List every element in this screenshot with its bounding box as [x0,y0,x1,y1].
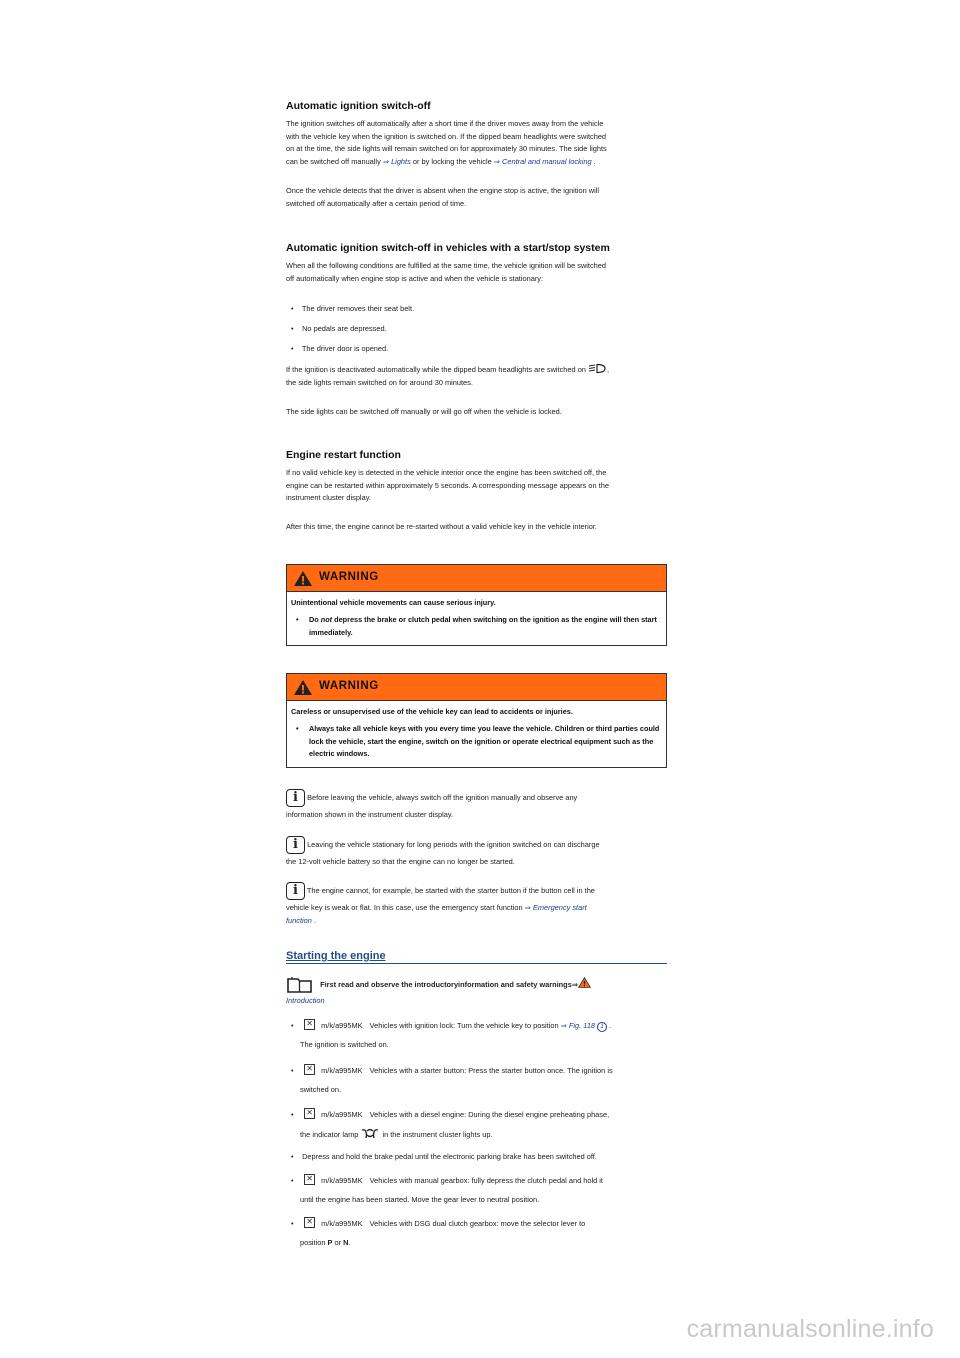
book-icon [286,976,313,994]
info-icon [286,789,305,807]
warning-intro: Careless or unsupervised use of the vehicle key can lead to accidents or injuries. [291,707,573,716]
auto-off-paragraph-1: The ignition switches off automatically after a short time if the driver moves away from the vehicle with the vehicle key when the ignition is switched on. If the dipped beam headlights were switched on at the time, the side lights will remain switched on for approximately 30 minutes. The side lights can be switched off manually ⇒ Lights or by locking the vehicle ⇒ Central and manual locking . [286,119,607,166]
start-stop-paragraph-2: If the ignition is deactivated automatically while the dipped beam headlights are switched on , the side lights remain switched on for around 30 minutes. [286,365,610,387]
heading-engine-restart: Engine restart function [286,449,401,461]
list-item: • ✕ m/k/a995MK Vehicles with a diesel engine: During the diesel engine preheating phase, the indicator lamp in the instrument cluster lights up. [291,1108,671,1141]
dipped-beam-icon [588,363,607,374]
link-fig-118[interactable]: ⇒ Fig. 118 [560,1021,596,1030]
note-1: i Before leaving the vehicle, always switch off the ignition manually and observe any information shown in the instrument cluster display. [286,787,667,822]
warning-header [287,674,666,701]
heading-auto-switch-off: Automatic ignition switch-off [286,100,431,112]
glow-plug-icon [360,1128,380,1140]
warning-item: • Do not depress the brake or clutch pedal when switching on the ignition as the engine will then start immediately. [296,615,657,637]
warning-title: WARNING [319,571,379,583]
warning-title: WARNING [319,680,379,692]
warning-header [287,565,666,592]
missing-image-icon [304,1064,315,1075]
intro-note: First read and observe the introductoryinformation and safety warnings⇒ Introduction [286,975,667,1008]
list-item: • ✕ m/k/a995MK Vehicles with DSG dual clutch gearbox: move the selector lever to position P or N. [291,1217,671,1249]
missing-image-icon [304,1019,315,1030]
info-icon [286,882,305,900]
list-item: • No pedals are depressed. [291,324,387,333]
link-emergency-start[interactable]: ⇒ Emergency start [524,903,587,912]
missing-image-icon [304,1174,315,1185]
link-introduction[interactable]: Introduction [286,996,325,1005]
start-stop-paragraph-1: When all the following conditions are fulfilled at the same time, the vehicle ignition will be switched off automatically when engine stop is active and when the vehicle is stationary: [286,261,607,283]
missing-image-icon [304,1108,315,1119]
warning-box-2 [286,673,667,768]
auto-off-paragraph-2: Once the vehicle detects that the driver is absent when the engine stop is active, the ignition will switched off automatically after a certain period of time. [286,186,600,208]
list-item: • ✕ m/k/a995MK Vehicles with ignition lock: Turn the vehicle key to position ⇒ Fig. 118 1 . The ignition is switched on. [291,1019,671,1051]
link-central-locking[interactable]: ⇒ Central and manual locking [493,156,592,166]
warning-box-1 [286,564,667,646]
note-3: i The engine cannot, for example, be started with the starter button if the button cell in the vehicle key is weak or flat. In this case, use the emergency start function ⇒ Emergency start function . [286,880,667,927]
warning-intro: Unintentional vehicle movements can cause serious injury. [291,598,496,607]
section-title-starting: Starting the engine [286,950,667,964]
link-emergency-start-cont[interactable]: function [286,915,312,925]
heading-start-stop: Automatic ignition switch-off in vehicles with a start/stop system [286,242,610,254]
watermark: carmanualsonline.info [686,1315,934,1343]
link-lights[interactable]: ⇒ Lights [382,156,411,166]
warning-triangle-icon [293,679,313,696]
circled-number: 1 [597,1022,607,1032]
warning-triangle-icon [578,977,591,988]
list-item: • The driver removes their seat belt. [291,304,415,313]
restart-paragraph-1: If no valid vehicle key is detected in the vehicle interior once the engine has been switched off, the engine can be restarted within approximately 5 seconds. A corresponding message appears on the instrument cluster display. [286,468,609,503]
info-icon [286,836,305,854]
start-stop-paragraph-3: The side lights can be switched off manually or will go off when the vehicle is locked. [286,407,562,416]
missing-image-icon [304,1217,315,1228]
list-item: • ✕ m/k/a995MK Vehicles with a starter button: Press the starter button once. The ignition is switched on. [291,1064,671,1096]
list-item: • ✕ m/k/a995MK Vehicles with manual gearbox: fully depress the clutch pedal and hold it until the engine has been started. Move the gear lever to neutral position. [291,1174,671,1206]
warning-item: • Always take all vehicle keys with you every time you leave the vehicle. Children or third parties could lock the vehicle, start the engine, switch on the ignition or operate electrical equipment such as the electric windows. [296,724,660,759]
restart-paragraph-2: After this time, the engine cannot be re-started without a valid vehicle key in the vehicle interior. [286,522,597,531]
note-2: i Leaving the vehicle stationary for long periods with the ignition switched on can discharge the 12-volt vehicle battery so that the engine can no longer be started. [286,834,667,869]
list-item: • The driver door is opened. [291,344,389,353]
list-item: • Depress and hold the brake pedal until the electronic parking brake has been switched off. [291,1152,597,1161]
warning-triangle-icon [293,570,313,587]
